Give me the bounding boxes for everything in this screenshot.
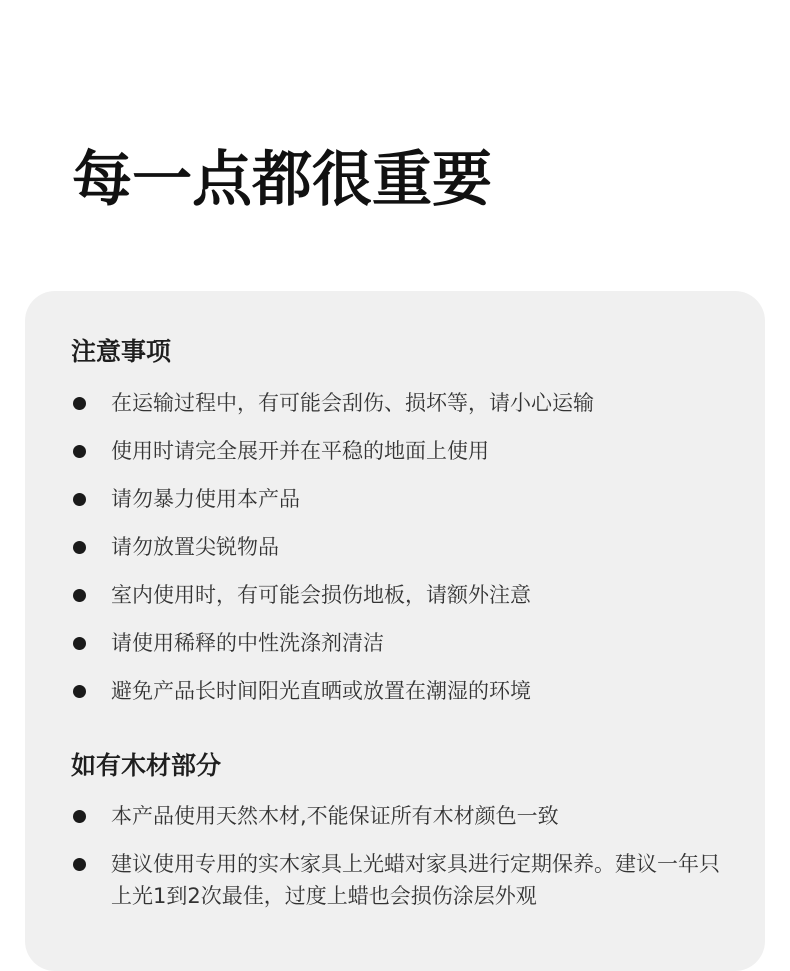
list-item [71,387,731,419]
list-item [71,435,731,467]
bullet-dot-icon [73,541,86,554]
list-item [71,800,731,832]
bullet-dot-icon [73,445,86,458]
list-item [71,579,731,611]
bullet-dot-icon [73,858,86,871]
list-item-text: 在运输过程中，有可能会刮伤、损坏等，请小心运输 [111,391,594,415]
bullet-dot-icon [73,589,86,602]
list-item-text: 使用时请完全展开并在平稳的地面上使用 [111,439,489,463]
list-item-text: 请勿暴力使用本产品 [111,487,300,511]
section-heading-precautions: 注意事项 [71,337,172,366]
list-item [71,627,731,659]
list-item-text: 建议使用专用的实木家具上光蜡对家具进行定期保养。建议一年只上光1到2次最佳，过度上蜡也会损伤涂层外观 [111,852,720,908]
page-title: 每一点都很重要 [72,145,492,215]
info-card [25,291,765,971]
bullet-dot-icon [73,810,86,823]
list-item-text: 本产品使用天然木材,不能保证所有木材颜色一致 [111,804,559,828]
list-item-text: 避免产品长时间阳光直晒或放置在潮湿的环境 [111,679,531,703]
precautions-list [71,387,731,723]
list-item [71,848,731,912]
wood-parts-list [71,800,731,928]
list-item [71,531,731,563]
bullet-dot-icon [73,685,86,698]
bullet-dot-icon [73,397,86,410]
bullet-dot-icon [73,637,86,650]
list-item-text: 室内使用时，有可能会损伤地板，请额外注意 [111,583,531,607]
list-item-text: 请使用稀释的中性洗涤剂清洁 [111,631,384,655]
list-item [71,675,731,707]
list-item-text: 请勿放置尖锐物品 [111,535,279,559]
section-heading-wood-parts: 如有木材部分 [71,751,222,780]
bullet-dot-icon [73,493,86,506]
list-item [71,483,731,515]
